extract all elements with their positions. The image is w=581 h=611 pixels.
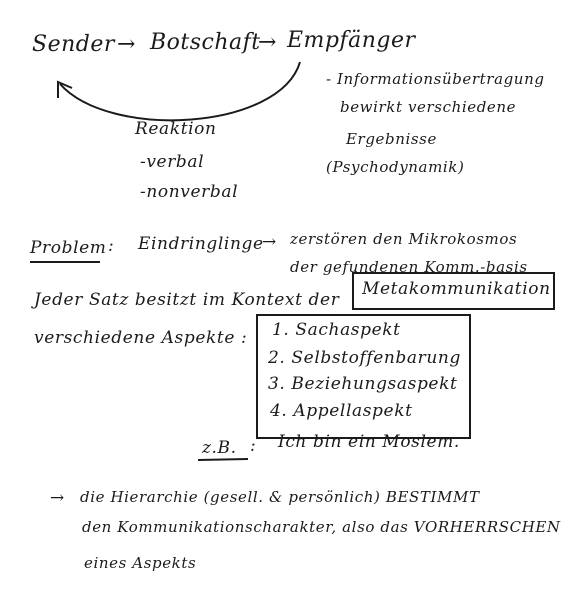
aspect-item-3: 3. Beziehungsaspekt: [268, 374, 458, 394]
aspects-intro-line-1: Jeder Satz besitzt im Kontext der: [34, 290, 340, 310]
info-note-line-4: (Psychodynamik): [326, 158, 465, 176]
reaction-title: Reaktion: [135, 119, 217, 139]
info-note-line-3: Ergebnisse: [346, 130, 437, 148]
conclusion-line-1: die Hierarchie (gesell. & persönlich) BESTIMMT: [80, 488, 480, 506]
info-note-line-2: bewirkt verschiedene: [340, 98, 517, 116]
flow-message: Botschaft: [150, 30, 261, 55]
problem-label: Problem: [30, 238, 107, 258]
problem-arrow: →: [262, 232, 277, 252]
aspects-intro-line-2: verschiedene Aspekte :: [34, 328, 248, 348]
feedback-arc: [60, 62, 300, 120]
problem-consequence-line-1: zerstören den Mikrokosmos: [290, 230, 518, 248]
flow-sender: Sender: [32, 32, 115, 57]
aspect-item-2: 2. Selbstoffenbarung: [268, 348, 461, 368]
conclusion-line-2: den Kommunikationscharakter, also das VORHERRSCHEN: [82, 518, 561, 536]
flow-receiver: Empfänger: [287, 28, 416, 53]
problem-consequence-line-2: der gefundenen Komm.-basis: [290, 258, 528, 276]
conclusion-line-3: eines Aspekts: [84, 554, 197, 572]
conclusion-arrow: →: [50, 488, 65, 508]
reaction-item-verbal: -verbal: [140, 152, 205, 172]
problem-colon: :: [108, 236, 115, 256]
example-underline: [198, 459, 248, 460]
info-note-line-1: - Informationsübertragung: [326, 70, 545, 88]
reaction-item-nonverbal: -nonverbal: [140, 182, 239, 202]
meta-label: Metakommunikation: [362, 279, 551, 299]
flow-arrow-2: →: [258, 30, 277, 55]
aspect-item-4: 4. Appellaspekt: [270, 401, 413, 421]
problem-text: Eindringlinge: [138, 234, 264, 254]
example-text: Ich bin ein Moslem.: [278, 432, 460, 452]
flow-arrow-1: →: [117, 32, 136, 57]
example-label: z.B.: [202, 438, 237, 458]
example-colon: :: [250, 436, 257, 456]
aspect-item-1: 1. Sachaspekt: [272, 320, 401, 340]
